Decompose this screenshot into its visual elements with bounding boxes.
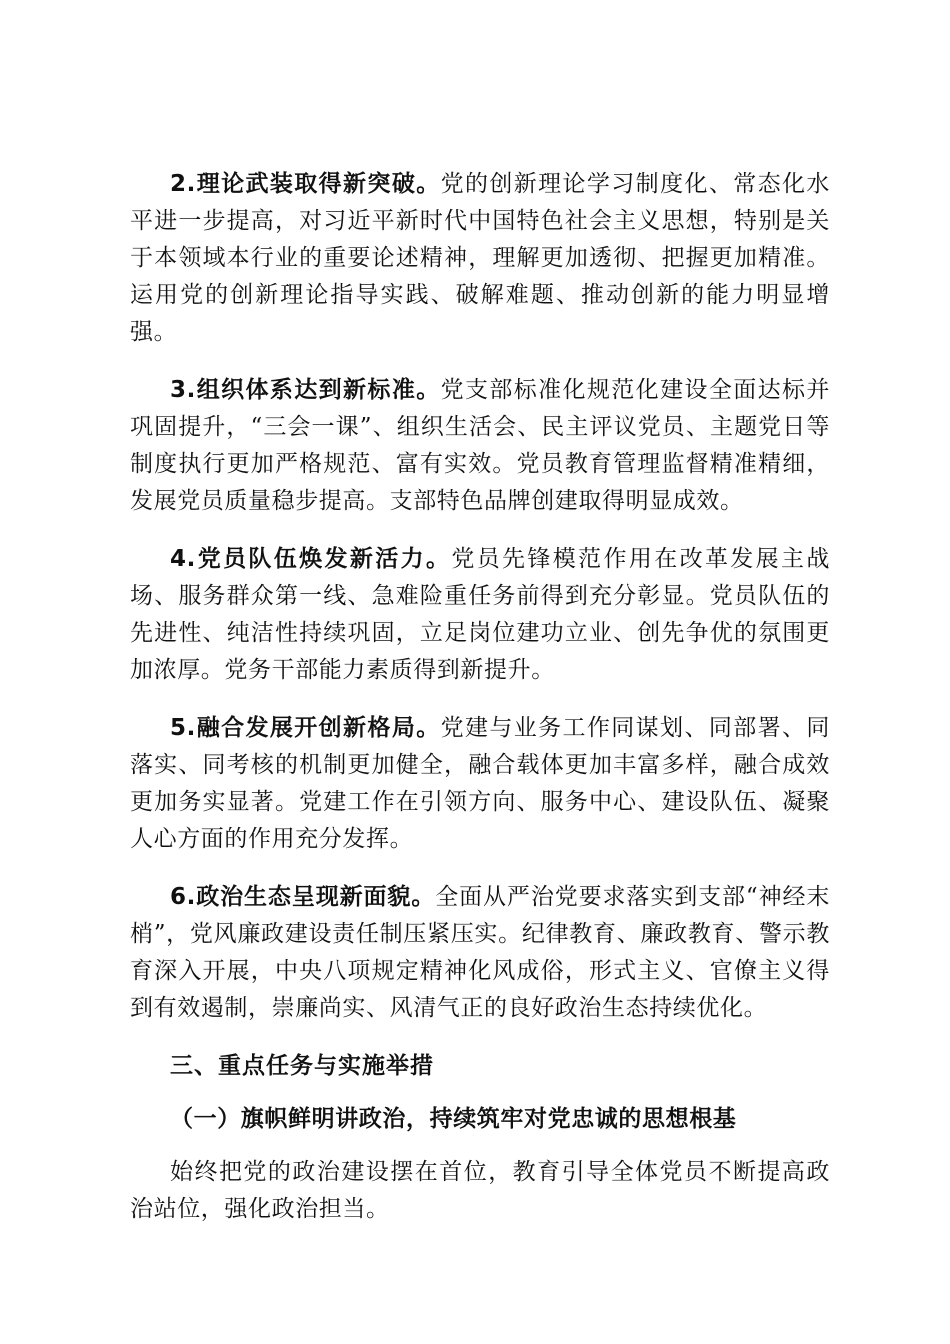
document-body <box>130 166 830 1249</box>
section-heading: 三、重点任务与实施举措 <box>170 1053 434 1079</box>
paragraph-goal-2 <box>130 166 830 351</box>
paragraph-goal-6 <box>130 879 830 1027</box>
paragraph-text: 党建与业务工作同谋划、同部署、同落实、同考核的机制更加健全，融合载体更加丰富多样，融合成效更加务实显著。党建工作在引领方向、服务中心、建设队伍、凝聚人心方面的作用充分发挥。 <box>130 715 830 852</box>
paragraph-lead: 6.政治生态呈现新面貌。 <box>170 884 436 910</box>
paragraph-goal-4 <box>130 541 830 689</box>
paragraph-goal-3 <box>130 372 830 520</box>
paragraph-text: 党支部标准化规范化建设全面达标并巩固提升，“三会一课”、组织生活会、民主评议党员、主题党日等制度执行更加严格规范、富有实效。党员教育管理监督精准精细，发展党员质量稳步提高。支部特色品牌创建取得明显成效。 <box>130 377 830 514</box>
paragraph-lead: 4.党员队伍焕发新活力。 <box>170 546 452 572</box>
paragraph-lead: 3.组织体系达到新标准。 <box>170 377 441 403</box>
paragraph-lead: 5.融合发展开创新格局。 <box>170 715 441 741</box>
closing-paragraph: 始终把党的政治建设摆在首位，教育引导全体党员不断提高政治站位，强化政治担当。 <box>130 1159 830 1222</box>
paragraph-lead: 2.理论武装取得新突破。 <box>170 171 441 197</box>
paragraph-goal-5 <box>130 710 830 858</box>
paragraph-text: 党的创新理论学习制度化、常态化水平进一步提高，对习近平新时代中国特色社会主义思想，特别是关于本领域本行业的重要论述精神，理解更加透彻、把握更加精准。运用党的创新理论指导实践、破解难题、推动创新的能力明显增强。 <box>130 171 830 345</box>
subsection-heading: （一）旗帜鲜明讲政治，持续筑牢对党忠诚的思想根基 <box>170 1106 737 1132</box>
paragraph-text: 全面从严治党要求落实到支部“神经末梢”，党风廉政建设责任制压紧压实。纪律教育、廉政教育、警示教育深入开展，中央八项规定精神化风成俗，形式主义、官僚主义得到有效遏制，崇廉尚实、风清气正的良好政治生态持续优化。 <box>130 884 830 1021</box>
paragraph-text: 党员先锋模范作用在改革发展主战场、服务群众第一线、急难险重任务前得到充分彰显。党员队伍的先进性、纯洁性持续巩固，立足岗位建功立业、创先争优的氛围更加浓厚。党务干部能力素质得到新提升。 <box>130 546 830 683</box>
